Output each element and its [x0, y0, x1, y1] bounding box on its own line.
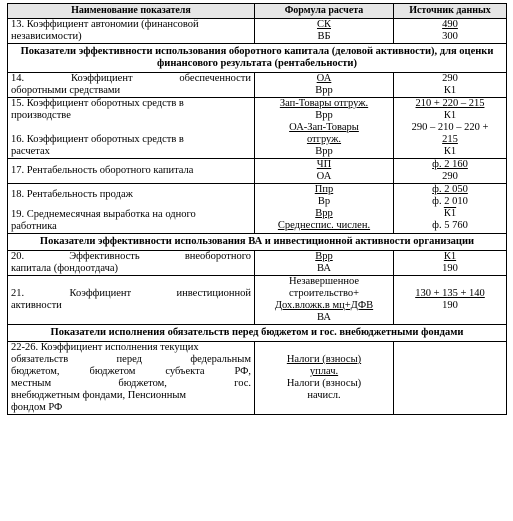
- formula-denominator: Врр: [315, 146, 333, 157]
- section-header-working-capital: Показатели эффективности использования оборотного капитала (деловой активности), для оценки финансового результата (рентабельности): [8, 44, 507, 73]
- source-denominator: К1: [443, 146, 457, 157]
- formula-numerator: Налоги (взносы): [286, 354, 362, 365]
- source-denominator: 290: [442, 171, 458, 182]
- formula-numerator: Врр: [315, 251, 333, 262]
- formula-numerator-cont: Дох.вложк.в мц+ДФВ: [274, 300, 374, 311]
- source-denominator: 190: [442, 263, 458, 274]
- table-row-15-16: [8, 98, 507, 159]
- formula-denominator: ВБ: [317, 31, 331, 42]
- indicator-name-cont: работника: [11, 221, 57, 232]
- table-row-13: [8, 19, 507, 44]
- table-row-20: [8, 251, 507, 276]
- indicator-name-cont: фондом РФ: [11, 402, 63, 413]
- formula-denominator: Врр: [315, 85, 333, 96]
- formula-denominator: ОА: [316, 171, 332, 182]
- formula-denominator: Среднеспис. числен.: [277, 220, 371, 231]
- source-denominator: ф. 5 760: [432, 220, 468, 231]
- source-numerator: К1: [443, 251, 457, 262]
- indicator-name: 18. Рентабельность продаж: [11, 189, 133, 200]
- formula-numerator: Ппр: [314, 184, 334, 195]
- formula-denominator: ВА: [317, 312, 331, 323]
- table-row-17: [8, 159, 507, 184]
- table-row-18-19: [8, 184, 507, 234]
- header-indicator-name: Наименование показателя: [8, 4, 255, 19]
- source-numerator: К1: [443, 208, 457, 219]
- empty-source-cell: [394, 342, 507, 415]
- section-header-budget-obligations: Показатели исполнения обязательств перед бюджетом и гос. внебюджетными фондами: [8, 325, 507, 342]
- indicator-name-cont: обязательств перед федеральным: [11, 354, 251, 365]
- formula-denominator: Вр: [317, 196, 331, 207]
- source-denominator: 190: [442, 300, 458, 311]
- formula-numerator-cont: строительство+: [288, 288, 360, 299]
- source-numerator: 290: [442, 73, 458, 84]
- formula-numerator: ОА-Зап-Товары: [289, 122, 359, 133]
- formula-numerator: СК: [316, 19, 331, 30]
- indicator-name: 21. Коэффициент инвестиционной: [11, 288, 252, 299]
- formula-numerator-cont: отгруж.: [306, 134, 342, 145]
- indicator-name-cont: активности: [11, 300, 62, 311]
- header-data-source: Источник данных: [394, 4, 507, 19]
- formula-numerator: ОА: [316, 73, 332, 84]
- source-numerator: 210 + 220 – 215: [415, 98, 485, 109]
- formula-numerator: ЧП: [316, 159, 332, 170]
- source-numerator: 490: [442, 19, 458, 30]
- indicator-name: 20. Эффективность внеоборотного: [11, 251, 252, 262]
- indicator-name-cont: оборотными средствами: [11, 85, 121, 96]
- header-formula: Формула расчета: [255, 4, 394, 19]
- table-header-row: [8, 4, 507, 19]
- source-denominator: К1: [443, 110, 457, 121]
- indicator-name: 19. Среднемесячная выработка на одного: [11, 209, 196, 220]
- formula-numerator-cont: уплач.: [309, 366, 339, 377]
- formula-denominator: Врр: [315, 110, 333, 121]
- indicator-name-cont: производстве: [11, 110, 71, 121]
- source-numerator: 290 – 210 – 220 +: [411, 122, 489, 133]
- indicator-name-cont: бюджетом, бюджетом субъекта РФ,: [11, 366, 252, 377]
- source-numerator: ф. 2 050: [432, 184, 468, 195]
- source-denominator: К1: [443, 85, 457, 96]
- table-row-21: [8, 276, 507, 325]
- formula-numerator: Зап-Товары отгруж.: [279, 98, 369, 109]
- source-numerator: 130 + 135 + 140: [415, 288, 485, 299]
- formula-denominator: ВА: [317, 263, 331, 274]
- source-denominator: 300: [442, 31, 458, 42]
- indicator-name: 22-26. Коэффициент исполнения текущих: [11, 342, 199, 353]
- indicator-name: 16. Коэффициент оборотных средств в: [11, 134, 184, 145]
- formula-denominator-cont: начисл.: [307, 390, 341, 401]
- indicator-name-cont: расчетах: [11, 146, 50, 157]
- indicator-name-cont: местным бюджетом, гос.: [11, 378, 251, 389]
- indicator-name: 13. Коэффициент автономии (финансовой: [11, 19, 199, 30]
- indicator-name: 17. Рентабельность оборотного капитала: [11, 165, 194, 176]
- source-numerator-cont: 215: [442, 134, 458, 145]
- formula-denominator: Налоги (взносы): [286, 378, 362, 389]
- indicator-name-cont: внебюджетным фондами, Пенсионным: [11, 390, 187, 401]
- table-row-22-26: [8, 342, 507, 415]
- table-row-14: [8, 73, 507, 98]
- indicator-name: 14. Коэффициент обеспеченности: [11, 73, 252, 84]
- formula-numerator: Незавершенное: [288, 276, 359, 287]
- indicator-name-cont: капитала (фондоотдача): [11, 263, 119, 274]
- source-denominator: ф. 2 010: [432, 196, 468, 207]
- indicators-table: [7, 3, 507, 415]
- section-header-fixed-assets: Показатели эффективности использования ВА и инвестиционной активности организации: [8, 234, 507, 251]
- indicator-name: 15. Коэффициент оборотных средств в: [11, 98, 184, 109]
- formula-numerator: Врр: [315, 208, 333, 219]
- indicator-name-cont: независимости): [11, 31, 82, 42]
- source-numerator: ф. 2 160: [432, 159, 468, 170]
